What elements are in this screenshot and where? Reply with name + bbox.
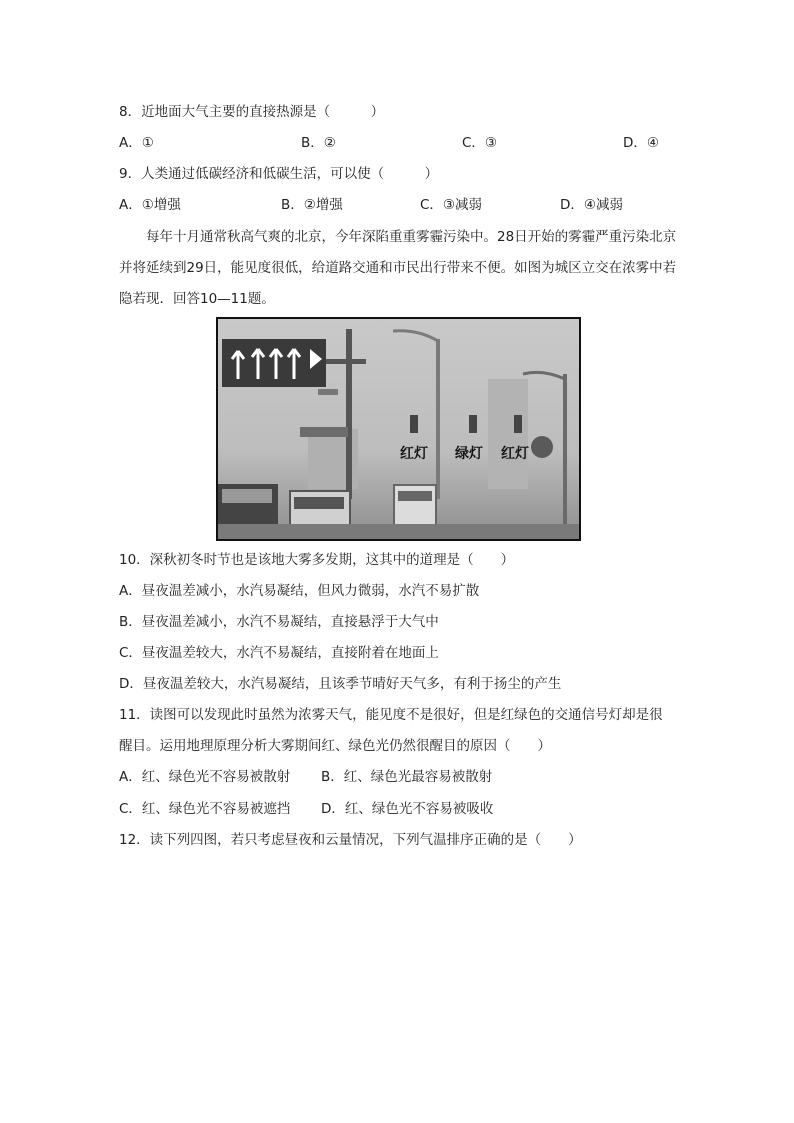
question-10-option-b: B．昼夜温差减小，水汽不易凝结，直接悬浮于大气中 (119, 614, 439, 630)
question-11-option-d: D．红、绿色光不容易被吸收 (321, 801, 494, 817)
question-8-option-c: C．③ (462, 135, 498, 151)
question-12-stem: 12．读下列四图，若只考虑昼夜和云量情况，下列气温排序正确的是（ ） (119, 832, 582, 848)
question-8-stem: 8．近地面大气主要的直接热源是（ ） (119, 104, 385, 120)
question-9-option-c: C．③减弱 (420, 197, 483, 213)
question-8-option-a: A．① (119, 135, 154, 151)
question-10-option-c: C．昼夜温差较大，水汽不易凝结，直接附着在地面上 (119, 645, 439, 661)
question-10-option-a: A．昼夜温差减小，水汽易凝结，但风力微弱，水汽不易扩散 (119, 583, 480, 599)
question-9-option-d: D．④减弱 (560, 197, 623, 213)
question-11-option-c: C．红、绿色光不容易被遮挡 (119, 801, 291, 817)
question-10-option-d: D．昼夜温差较大，水汽易凝结，且该季节晴好天气多，有利于扬尘的产生 (119, 676, 562, 692)
question-10-stem: 10．深秋初冬时节也是该地大雾多发期，这其中的道理是（ ） (119, 552, 515, 568)
red-light-label-2: 红灯 (501, 446, 529, 462)
question-11-option-a: A．红、绿色光不容易被散射 (119, 769, 291, 785)
red-light-label-1: 红灯 (400, 446, 428, 462)
question-8-option-d: D．④ (623, 135, 659, 151)
question-11-option-b: B．红、绿色光最容易被散射 (321, 769, 493, 785)
foggy-intersection-photo (216, 317, 581, 541)
question-8-option-b: B．② (301, 135, 336, 151)
question-9-option-a: A．①增强 (119, 197, 181, 213)
question-9-option-b: B．②增强 (281, 197, 343, 213)
passage-text: 每年十月通常秋高气爽的北京，今年深陷重重雾霾污染中。28日开始的雾霾严重污染北京并将延续到29日，能见度很低，给道路交通和市民出行带来不便。如图为城区立交在浓雾中若隐若现．回答10—11题。 (119, 229, 677, 307)
green-light-label: 绿灯 (455, 446, 483, 462)
question-11-stem-line-2: 醒目。运用地理原理分析大雾期间红、绿色光仍然很醒目的原因（ ） (119, 738, 551, 754)
question-9-stem: 9．人类通过低碳经济和低碳生活，可以使（ ） (119, 166, 439, 182)
question-11-stem-line-1: 11．读图可以发现此时虽然为浓雾天气，能见度不是很好，但是红绿色的交通信号灯却是很 (119, 707, 663, 723)
